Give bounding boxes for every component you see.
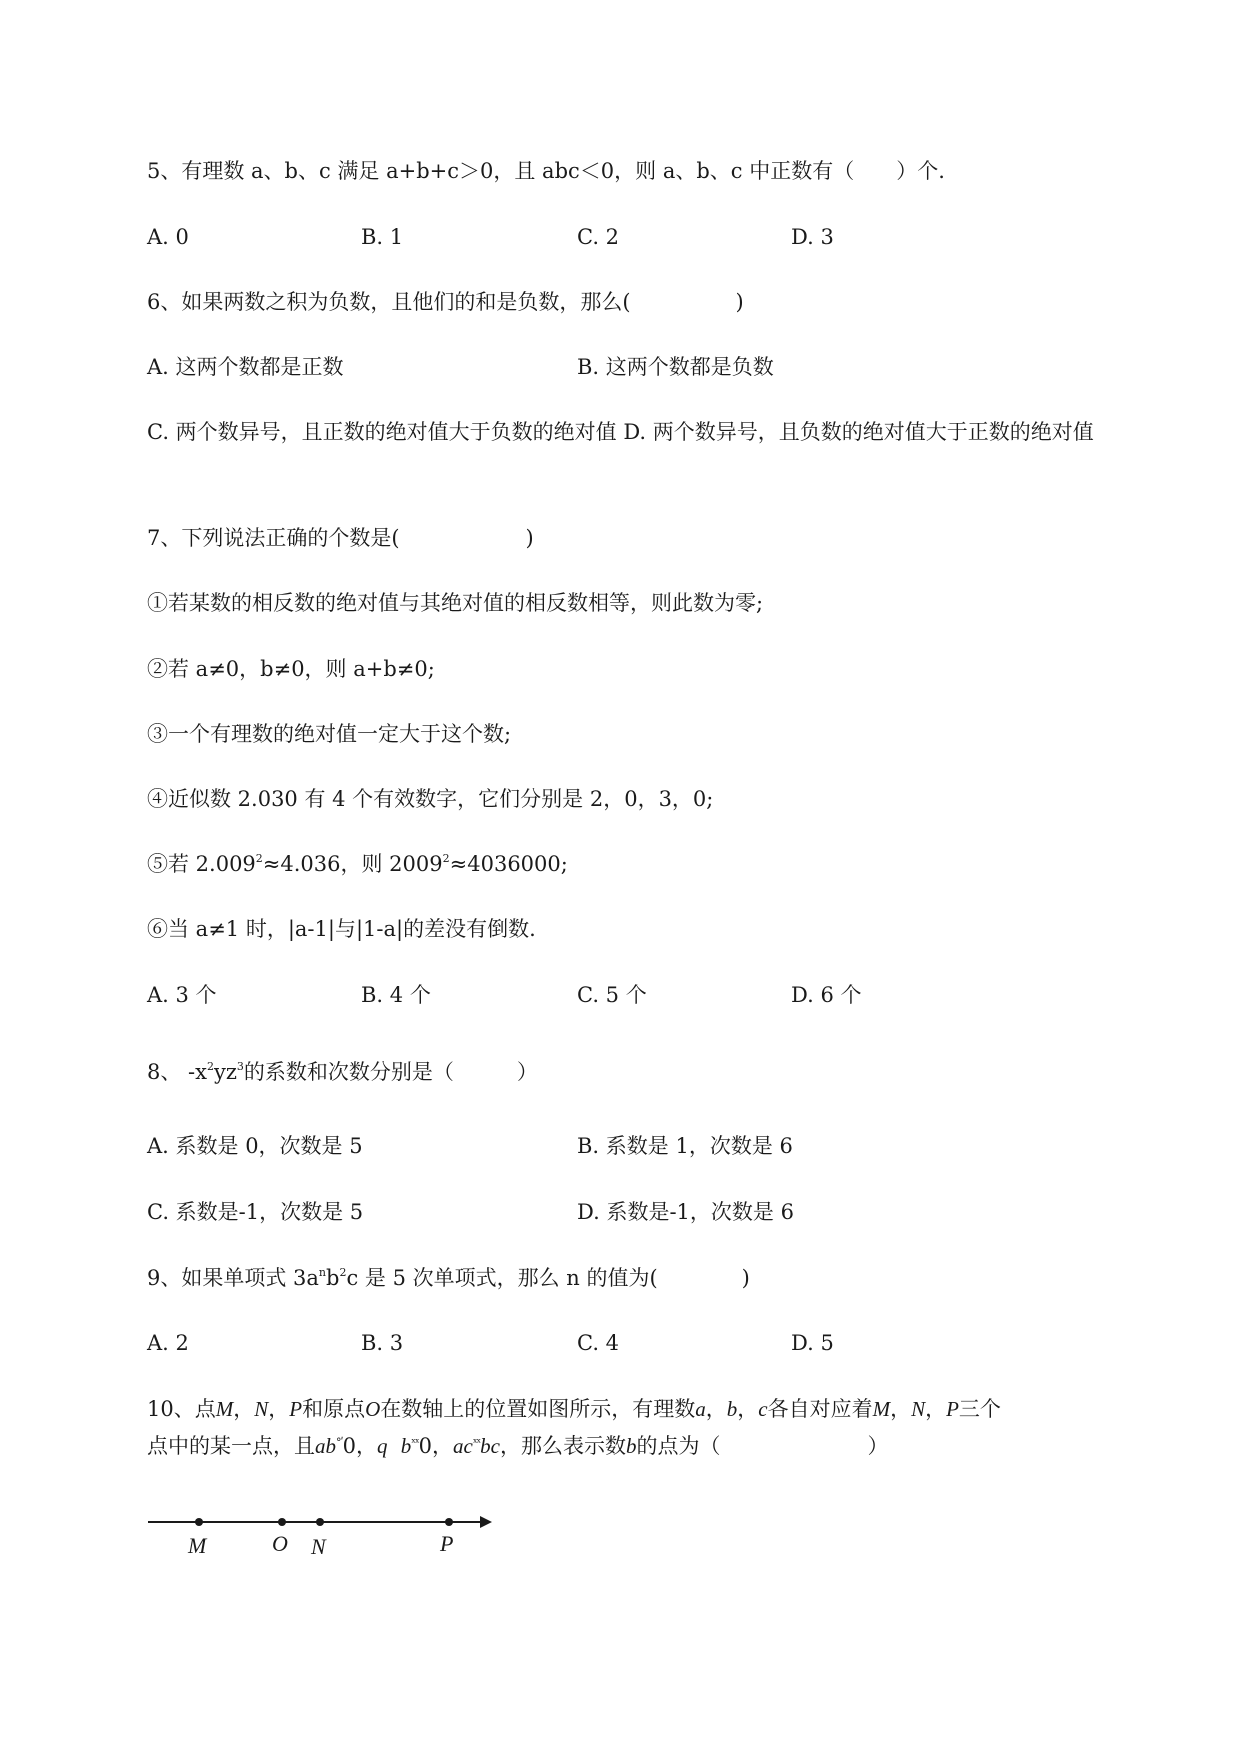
q6-option-cd: C. 两个数异号，且正数的绝对值大于负数的绝对值 D. 两个数异号，且负数的绝对值大于正数的绝对值 [147,420,1094,444]
point-P [445,1518,453,1526]
q9-stem-part-a: 9、如果单项式 3a [147,1266,319,1290]
label-P: P [440,1531,454,1556]
q8-stem-part-a: 8、 -x [147,1060,207,1084]
q10-expr-ac: ac [453,1434,473,1458]
label-M: M [188,1533,207,1558]
q10-var-N-2: N [911,1397,926,1421]
q10-stem-line-1 [147,1394,1001,1424]
q10-garbled-symbol-1: °ʹ [336,1436,343,1449]
q10-l1-c: 在数轴上的位置如图所示，有理数 [380,1397,696,1421]
q8-stem-part-b: yz [213,1060,237,1084]
q10-var-b: b [726,1397,738,1421]
q9-sup-2: 2 [339,1266,347,1279]
q5-option-c: C. 2 [577,225,620,249]
q5-stem: 5、有理数 a、b、c 满足 a+b+c＞0，且 abc＜0，则 a、b、c 中正数有（ ）个. [147,159,945,183]
q8-stem-part-c: 的系数和次数分别是（ ） [243,1060,538,1084]
number-line-figure [146,1497,506,1567]
q8-option-b: B. 系数是 1，次数是 6 [577,1134,793,1158]
label-O: O [272,1531,288,1556]
q10-var-N: N [254,1397,269,1421]
q7-statement-5 [147,849,568,879]
q10-var-a: a [695,1397,706,1421]
q10-sep-6: ， [925,1397,947,1421]
q7-statement-4: ④近似数 2.030 有 4 个有效数字，它们分别是 2，0，3，0; [147,787,714,811]
q7-statement-6: ⑥当 a≠1 时，|a-1|与|1-a|的差没有倒数. [147,917,536,941]
q10-expr-bc: bc [480,1434,500,1458]
q10-garbled-symbol-3: ˣˣ [472,1436,481,1449]
q10-l1-d: 各自对应着 [767,1397,873,1421]
point-N [316,1518,324,1526]
q10-stem-line-2 [147,1428,888,1461]
point-M [195,1518,203,1526]
q10-expr-b: b [400,1434,412,1458]
q7-option-b: B. 4 个 [361,983,431,1007]
q10-expr-ab: ab [315,1434,336,1458]
q9-option-d: D. 5 [791,1331,834,1355]
q7-s5-sup-1: 2 [255,852,263,865]
q10-expr-q: q [376,1434,388,1458]
q10-var-P: P [289,1397,303,1421]
q7-statement-3: ③一个有理数的绝对值一定大于这个数; [147,722,512,746]
q8-sup-2: 3 [236,1060,244,1073]
q10-sep-3: ， [705,1397,727,1421]
q10-var-b-2: b [625,1434,637,1458]
q10-l2-a: 点中的某一点，且 [147,1434,315,1458]
q10-sep-7: ， [355,1434,377,1458]
q10-var-M-2: M [872,1397,891,1421]
q7-option-d: D. 6 个 [791,983,862,1007]
q10-l1-e: 三个 [958,1397,1001,1421]
q7-s5-sup-2: 2 [442,852,450,865]
q7-s5-part-b: ≈4.036，则 2009 [262,852,443,876]
q10-sep-4: ， [737,1397,759,1421]
q8-option-d: D. 系数是-1，次数是 6 [577,1200,794,1224]
q7-option-a: A. 3 个 [147,983,217,1007]
q10-l2-b: ，那么表示数 [499,1434,626,1458]
label-N: N [311,1534,326,1559]
number-line-arrow [480,1516,492,1528]
q5-option-b: B. 1 [361,225,404,249]
q9-stem-part-c: c 是 5 次单项式，那么 n 的值为( ) [346,1266,750,1290]
q10-zero-2: 0 [418,1434,432,1458]
q8-sup-1: 2 [206,1060,214,1073]
q10-l1-b: 和原点 [302,1397,366,1421]
point-O [278,1518,286,1526]
q10-zero-1: 0 [342,1434,356,1458]
q10-var-P-2: P [946,1397,959,1421]
q10-var-M: M [215,1397,234,1421]
q10-sep-2: ， [268,1397,290,1421]
q10-sep-5: ， [890,1397,912,1421]
q8-option-a: A. 系数是 0，次数是 5 [147,1134,363,1158]
q10-sep-1: ， [233,1397,255,1421]
q7-option-c: C. 5 个 [577,983,647,1007]
q5-option-d: D. 3 [791,225,834,249]
q7-s5-part-c: ≈4036000; [449,852,568,876]
q9-stem [147,1263,750,1293]
q9-option-a: A. 2 [147,1331,189,1355]
q7-statement-1: ①若某数的相反数的绝对值与其绝对值的相反数相等，则此数为零; [147,591,764,615]
q9-option-b: B. 3 [361,1331,404,1355]
q10-l2-c: 的点为（ ） [636,1434,889,1458]
q8-stem [147,1057,538,1087]
q7-stem: 7、下列说法正确的个数是( ) [147,526,534,550]
q7-s5-part-a: ⑤若 2.009 [147,852,256,876]
q6-option-b: B. 这两个数都是负数 [577,355,774,379]
q9-stem-part-b: b [326,1266,340,1290]
q5-option-a: A. 0 [147,225,189,249]
q8-option-c: C. 系数是-1，次数是 5 [147,1200,364,1224]
q9-option-c: C. 4 [577,1331,620,1355]
q10-garbled-symbol-2: ˣˣ [411,1436,419,1449]
q9-sup-n: n [318,1266,327,1279]
q6-stem: 6、如果两数之积为负数，且他们的和是负数，那么( ) [147,290,744,314]
q10-sep-8: ， [432,1434,453,1458]
q6-option-a: A. 这两个数都是正数 [147,355,344,379]
q10-l1-a: 10、点 [147,1397,216,1421]
q10-var-c: c [758,1397,768,1421]
q7-statement-2: ②若 a≠0，b≠0，则 a+b≠0; [147,657,435,681]
q10-var-O: O [365,1397,381,1421]
